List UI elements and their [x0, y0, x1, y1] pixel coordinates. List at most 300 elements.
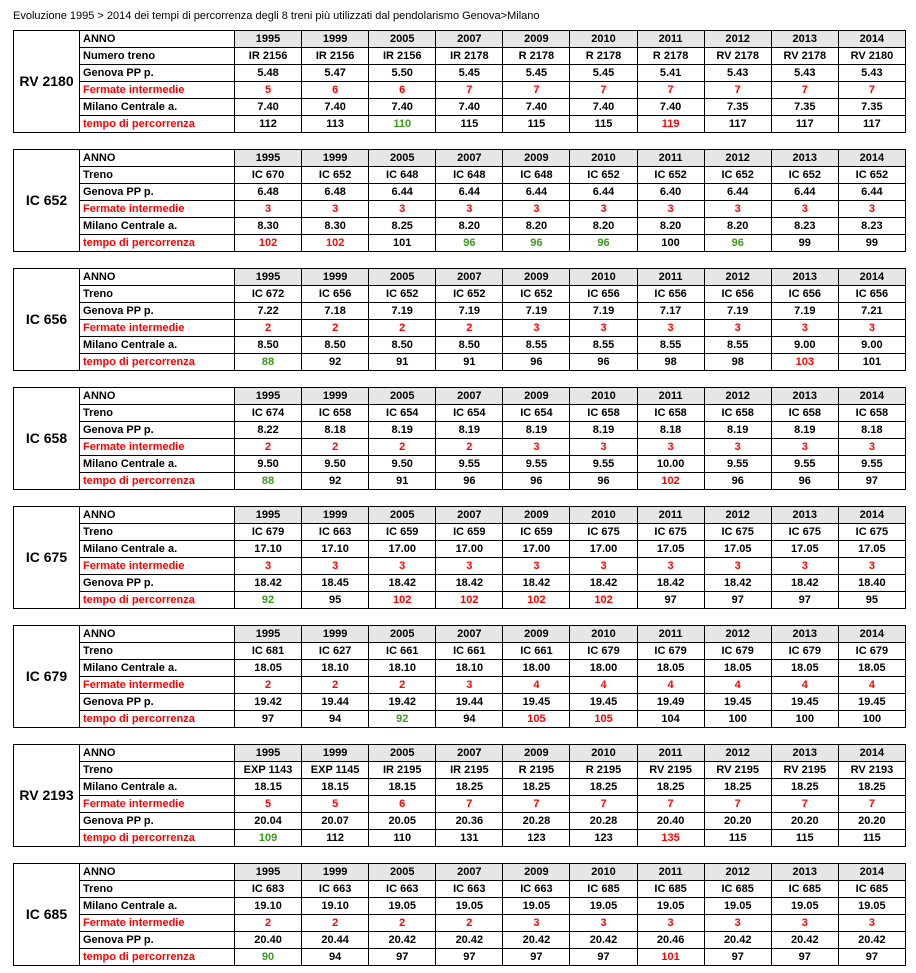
- value-cell: 4: [704, 677, 771, 694]
- year-cell: 1999: [302, 388, 369, 405]
- value-cell: 135: [637, 830, 704, 847]
- value-cell: 6.44: [503, 184, 570, 201]
- value-cell: IR 2156: [369, 48, 436, 65]
- value-cell: 10.00: [637, 456, 704, 473]
- value-cell: 97: [503, 949, 570, 966]
- year-cell: 2005: [369, 864, 436, 881]
- value-cell: IC 685: [704, 881, 771, 898]
- row-label: tempo di percorrenza: [80, 354, 235, 371]
- value-cell: 18.05: [637, 660, 704, 677]
- value-cell: 6.48: [302, 184, 369, 201]
- row-label: Numero treno: [80, 48, 235, 65]
- value-cell: 98: [704, 354, 771, 371]
- row-label: tempo di percorrenza: [80, 235, 235, 252]
- table-row: [14, 558, 906, 575]
- train-id-label: IC 685: [14, 864, 80, 966]
- value-cell: 95: [302, 592, 369, 609]
- value-cell: 8.23: [771, 218, 838, 235]
- value-cell: 105: [503, 711, 570, 728]
- row-label: Treno: [80, 881, 235, 898]
- table-row: [14, 439, 906, 456]
- value-cell: 97: [704, 592, 771, 609]
- value-cell: IC 683: [235, 881, 302, 898]
- value-cell: 102: [235, 235, 302, 252]
- value-cell: IC 654: [369, 405, 436, 422]
- year-cell: 2014: [838, 31, 905, 48]
- value-cell: RV 2193: [838, 762, 905, 779]
- row-label: ANNO: [80, 745, 235, 762]
- value-cell: 3: [503, 915, 570, 932]
- year-cell: 2010: [570, 269, 637, 286]
- table-row: [14, 762, 906, 779]
- table-row: [14, 949, 906, 966]
- value-cell: 8.20: [637, 218, 704, 235]
- year-cell: 2011: [637, 864, 704, 881]
- value-cell: 7: [436, 796, 503, 813]
- row-label: Milano Centrale a.: [80, 898, 235, 915]
- value-cell: 7: [838, 796, 905, 813]
- value-cell: IC 661: [503, 643, 570, 660]
- value-cell: IC 663: [503, 881, 570, 898]
- value-cell: 18.10: [302, 660, 369, 677]
- value-cell: 8.55: [503, 337, 570, 354]
- value-cell: 19.45: [570, 694, 637, 711]
- value-cell: 8.19: [369, 422, 436, 439]
- value-cell: 18.25: [637, 779, 704, 796]
- value-cell: 19.05: [436, 898, 503, 915]
- value-cell: 2: [436, 439, 503, 456]
- value-cell: 102: [637, 473, 704, 490]
- value-cell: 20.28: [503, 813, 570, 830]
- row-label: ANNO: [80, 269, 235, 286]
- value-cell: 18.10: [369, 660, 436, 677]
- year-cell: 2009: [503, 626, 570, 643]
- page-title: Evoluzione 1995 > 2014 dei tempi di percorrenza degli 8 treni più utilizzati dal pendolarismo Genova>Milano: [13, 10, 540, 22]
- value-cell: IC 675: [637, 524, 704, 541]
- value-cell: 9.50: [235, 456, 302, 473]
- value-cell: 109: [235, 830, 302, 847]
- year-cell: 1999: [302, 745, 369, 762]
- table-row: [14, 354, 906, 371]
- value-cell: 8.55: [570, 337, 637, 354]
- year-cell: 1995: [235, 745, 302, 762]
- value-cell: IR 2156: [302, 48, 369, 65]
- train-block: [13, 625, 906, 728]
- value-cell: IC 648: [436, 167, 503, 184]
- value-cell: 20.42: [570, 932, 637, 949]
- year-cell: 2005: [369, 745, 436, 762]
- value-cell: 101: [637, 949, 704, 966]
- value-cell: 8.50: [235, 337, 302, 354]
- value-cell: 4: [637, 677, 704, 694]
- value-cell: IC 652: [637, 167, 704, 184]
- value-cell: IC 661: [369, 643, 436, 660]
- value-cell: 8.18: [637, 422, 704, 439]
- value-cell: 4: [838, 677, 905, 694]
- table-row: [14, 915, 906, 932]
- value-cell: IC 663: [436, 881, 503, 898]
- value-cell: 110: [369, 116, 436, 133]
- value-cell: 101: [838, 354, 905, 371]
- row-label: Genova PP p.: [80, 303, 235, 320]
- row-label: Genova PP p.: [80, 932, 235, 949]
- value-cell: 6.44: [704, 184, 771, 201]
- row-label: Treno: [80, 524, 235, 541]
- value-cell: 20.28: [570, 813, 637, 830]
- value-cell: 7: [704, 796, 771, 813]
- value-cell: IC 670: [235, 167, 302, 184]
- value-cell: 7.40: [436, 99, 503, 116]
- row-label: ANNO: [80, 388, 235, 405]
- value-cell: IC 658: [570, 405, 637, 422]
- value-cell: IC 652: [302, 167, 369, 184]
- value-cell: 3: [503, 558, 570, 575]
- table-row: [14, 320, 906, 337]
- value-cell: IC 685: [570, 881, 637, 898]
- value-cell: 102: [302, 235, 369, 252]
- value-cell: IC 679: [637, 643, 704, 660]
- row-label: ANNO: [80, 864, 235, 881]
- train-id-label: IC 679: [14, 626, 80, 728]
- value-cell: 9.55: [570, 456, 637, 473]
- value-cell: 123: [570, 830, 637, 847]
- value-cell: 3: [771, 439, 838, 456]
- value-cell: 131: [436, 830, 503, 847]
- value-cell: IC 656: [302, 286, 369, 303]
- year-cell: 2013: [771, 269, 838, 286]
- year-cell: 2007: [436, 269, 503, 286]
- value-cell: 96: [503, 235, 570, 252]
- train-block: [13, 149, 906, 252]
- table-row: [14, 82, 906, 99]
- value-cell: 103: [771, 354, 838, 371]
- table-row: [14, 456, 906, 473]
- row-label: Fermate intermedie: [80, 82, 235, 99]
- value-cell: 3: [637, 558, 704, 575]
- value-cell: 18.25: [771, 779, 838, 796]
- year-cell: 2009: [503, 745, 570, 762]
- year-cell: 1995: [235, 388, 302, 405]
- value-cell: 7: [503, 796, 570, 813]
- table-row: [14, 201, 906, 218]
- table-row: [14, 337, 906, 354]
- value-cell: 4: [503, 677, 570, 694]
- value-cell: 2: [369, 915, 436, 932]
- value-cell: IC 679: [704, 643, 771, 660]
- value-cell: 3: [570, 915, 637, 932]
- value-cell: 3: [302, 201, 369, 218]
- table-row: [14, 575, 906, 592]
- value-cell: 20.42: [436, 932, 503, 949]
- value-cell: 3: [570, 320, 637, 337]
- value-cell: 7: [436, 82, 503, 99]
- table-row: [14, 524, 906, 541]
- value-cell: 96: [570, 473, 637, 490]
- value-cell: 8.22: [235, 422, 302, 439]
- value-cell: 3: [838, 320, 905, 337]
- value-cell: 3: [637, 320, 704, 337]
- value-cell: 7.35: [704, 99, 771, 116]
- value-cell: 8.20: [503, 218, 570, 235]
- value-cell: 7: [771, 796, 838, 813]
- year-cell: 2012: [704, 507, 771, 524]
- value-cell: 97: [637, 592, 704, 609]
- table-row: [14, 711, 906, 728]
- value-cell: 91: [369, 473, 436, 490]
- value-cell: 18.05: [838, 660, 905, 677]
- year-cell: 2010: [570, 150, 637, 167]
- table-row: [14, 813, 906, 830]
- row-label: Treno: [80, 643, 235, 660]
- value-cell: 18.10: [436, 660, 503, 677]
- year-cell: 2007: [436, 150, 503, 167]
- value-cell: 7: [637, 82, 704, 99]
- value-cell: 117: [704, 116, 771, 133]
- value-cell: 6.44: [771, 184, 838, 201]
- value-cell: 97: [235, 711, 302, 728]
- year-cell: 2011: [637, 507, 704, 524]
- value-cell: 7.17: [637, 303, 704, 320]
- value-cell: 19.42: [235, 694, 302, 711]
- value-cell: 17.10: [302, 541, 369, 558]
- year-cell: 2012: [704, 388, 771, 405]
- year-header-row: [14, 31, 906, 48]
- value-cell: 3: [838, 915, 905, 932]
- table-row: [14, 303, 906, 320]
- value-cell: 96: [503, 354, 570, 371]
- year-cell: 2010: [570, 388, 637, 405]
- value-cell: 110: [369, 830, 436, 847]
- value-cell: 88: [235, 354, 302, 371]
- table-row: [14, 473, 906, 490]
- row-label: Milano Centrale a.: [80, 541, 235, 558]
- value-cell: 20.40: [637, 813, 704, 830]
- value-cell: 99: [838, 235, 905, 252]
- value-cell: IC 652: [436, 286, 503, 303]
- value-cell: 3: [570, 439, 637, 456]
- row-label: Genova PP p.: [80, 184, 235, 201]
- value-cell: 7.19: [570, 303, 637, 320]
- value-cell: 3: [369, 558, 436, 575]
- table-row: [14, 405, 906, 422]
- value-cell: 17.00: [570, 541, 637, 558]
- value-cell: IC 648: [369, 167, 436, 184]
- value-cell: 3: [838, 201, 905, 218]
- table-row: [14, 643, 906, 660]
- year-cell: 2013: [771, 745, 838, 762]
- value-cell: 17.05: [771, 541, 838, 558]
- value-cell: 3: [235, 558, 302, 575]
- year-cell: 2013: [771, 388, 838, 405]
- value-cell: 8.18: [302, 422, 369, 439]
- value-cell: 104: [637, 711, 704, 728]
- value-cell: 8.19: [771, 422, 838, 439]
- value-cell: 5: [235, 82, 302, 99]
- value-cell: IR 2156: [235, 48, 302, 65]
- value-cell: IC 679: [771, 643, 838, 660]
- row-label: Treno: [80, 286, 235, 303]
- year-cell: 1999: [302, 150, 369, 167]
- value-cell: 6.44: [369, 184, 436, 201]
- year-cell: 2011: [637, 745, 704, 762]
- year-cell: 2012: [704, 150, 771, 167]
- table-row: [14, 48, 906, 65]
- year-header-row: [14, 507, 906, 524]
- value-cell: IC 659: [369, 524, 436, 541]
- table-row: [14, 541, 906, 558]
- row-label: ANNO: [80, 31, 235, 48]
- value-cell: IC 675: [771, 524, 838, 541]
- value-cell: 7.40: [302, 99, 369, 116]
- value-cell: 3: [704, 439, 771, 456]
- value-cell: 2: [302, 915, 369, 932]
- year-cell: 2009: [503, 507, 570, 524]
- value-cell: 7.22: [235, 303, 302, 320]
- value-cell: R 2195: [503, 762, 570, 779]
- year-header-row: [14, 150, 906, 167]
- year-cell: 1999: [302, 507, 369, 524]
- year-cell: 2014: [838, 864, 905, 881]
- row-label: Milano Centrale a.: [80, 99, 235, 116]
- year-cell: 2010: [570, 864, 637, 881]
- value-cell: 20.20: [704, 813, 771, 830]
- value-cell: 96: [570, 354, 637, 371]
- year-cell: 2011: [637, 269, 704, 286]
- year-cell: 2012: [704, 31, 771, 48]
- value-cell: 100: [771, 711, 838, 728]
- year-cell: 2011: [637, 31, 704, 48]
- value-cell: 3: [436, 558, 503, 575]
- row-label: tempo di percorrenza: [80, 592, 235, 609]
- value-cell: 92: [302, 354, 369, 371]
- value-cell: 19.10: [235, 898, 302, 915]
- value-cell: 3: [503, 320, 570, 337]
- value-cell: 19.05: [570, 898, 637, 915]
- value-cell: 9.00: [838, 337, 905, 354]
- year-cell: 2005: [369, 388, 436, 405]
- value-cell: 5.48: [235, 65, 302, 82]
- value-cell: 18.05: [704, 660, 771, 677]
- value-cell: 97: [436, 949, 503, 966]
- value-cell: IC 663: [302, 881, 369, 898]
- value-cell: 8.50: [302, 337, 369, 354]
- value-cell: IC 656: [771, 286, 838, 303]
- row-label: Fermate intermedie: [80, 439, 235, 456]
- value-cell: 17.00: [503, 541, 570, 558]
- row-label: tempo di percorrenza: [80, 116, 235, 133]
- value-cell: 91: [436, 354, 503, 371]
- value-cell: 3: [771, 915, 838, 932]
- value-cell: 6: [302, 82, 369, 99]
- year-cell: 2009: [503, 150, 570, 167]
- value-cell: 7.40: [570, 99, 637, 116]
- value-cell: 3: [369, 201, 436, 218]
- value-cell: 8.55: [704, 337, 771, 354]
- year-cell: 2007: [436, 31, 503, 48]
- year-cell: 1999: [302, 269, 369, 286]
- year-cell: 2011: [637, 626, 704, 643]
- value-cell: 101: [369, 235, 436, 252]
- value-cell: 8.20: [570, 218, 637, 235]
- value-cell: 115: [704, 830, 771, 847]
- value-cell: 2: [369, 677, 436, 694]
- value-cell: 6: [369, 82, 436, 99]
- value-cell: 96: [704, 235, 771, 252]
- train-id-label: RV 2180: [14, 31, 80, 133]
- value-cell: 8.19: [503, 422, 570, 439]
- train-id-label: IC 675: [14, 507, 80, 609]
- value-cell: IC 658: [838, 405, 905, 422]
- year-cell: 1999: [302, 626, 369, 643]
- value-cell: 8.20: [704, 218, 771, 235]
- value-cell: 94: [302, 949, 369, 966]
- value-cell: 20.44: [302, 932, 369, 949]
- value-cell: 18.00: [570, 660, 637, 677]
- value-cell: 20.40: [235, 932, 302, 949]
- value-cell: 7.35: [771, 99, 838, 116]
- value-cell: 20.05: [369, 813, 436, 830]
- value-cell: R 2195: [570, 762, 637, 779]
- value-cell: 9.55: [436, 456, 503, 473]
- value-cell: 6.44: [570, 184, 637, 201]
- row-label: Genova PP p.: [80, 422, 235, 439]
- value-cell: IC 663: [369, 881, 436, 898]
- value-cell: 8.20: [436, 218, 503, 235]
- value-cell: 96: [704, 473, 771, 490]
- value-cell: 3: [838, 439, 905, 456]
- value-cell: 2: [302, 439, 369, 456]
- value-cell: IC 659: [503, 524, 570, 541]
- train-block: [13, 268, 906, 371]
- value-cell: 97: [704, 949, 771, 966]
- value-cell: IC 652: [369, 286, 436, 303]
- value-cell: 3: [704, 201, 771, 218]
- value-cell: 7.19: [436, 303, 503, 320]
- value-cell: IC 685: [838, 881, 905, 898]
- value-cell: IC 656: [570, 286, 637, 303]
- value-cell: 92: [235, 592, 302, 609]
- value-cell: 18.42: [704, 575, 771, 592]
- value-cell: 112: [302, 830, 369, 847]
- value-cell: 19.45: [704, 694, 771, 711]
- value-cell: 20.04: [235, 813, 302, 830]
- value-cell: 7.19: [704, 303, 771, 320]
- row-label: Genova PP p.: [80, 575, 235, 592]
- row-label: Milano Centrale a.: [80, 660, 235, 677]
- value-cell: 20.42: [369, 932, 436, 949]
- value-cell: 94: [436, 711, 503, 728]
- year-cell: 2007: [436, 388, 503, 405]
- value-cell: 2: [302, 677, 369, 694]
- value-cell: 95: [838, 592, 905, 609]
- value-cell: IC 658: [637, 405, 704, 422]
- value-cell: 17.10: [235, 541, 302, 558]
- value-cell: 112: [235, 116, 302, 133]
- row-label: Fermate intermedie: [80, 677, 235, 694]
- value-cell: 8.30: [302, 218, 369, 235]
- row-label: tempo di percorrenza: [80, 830, 235, 847]
- year-cell: 2007: [436, 626, 503, 643]
- value-cell: IR 2178: [436, 48, 503, 65]
- value-cell: 96: [503, 473, 570, 490]
- value-cell: RV 2178: [704, 48, 771, 65]
- row-label: ANNO: [80, 626, 235, 643]
- row-label: Milano Centrale a.: [80, 456, 235, 473]
- year-cell: 2007: [436, 864, 503, 881]
- value-cell: 5.45: [570, 65, 637, 82]
- year-cell: 2009: [503, 864, 570, 881]
- value-cell: 18.42: [637, 575, 704, 592]
